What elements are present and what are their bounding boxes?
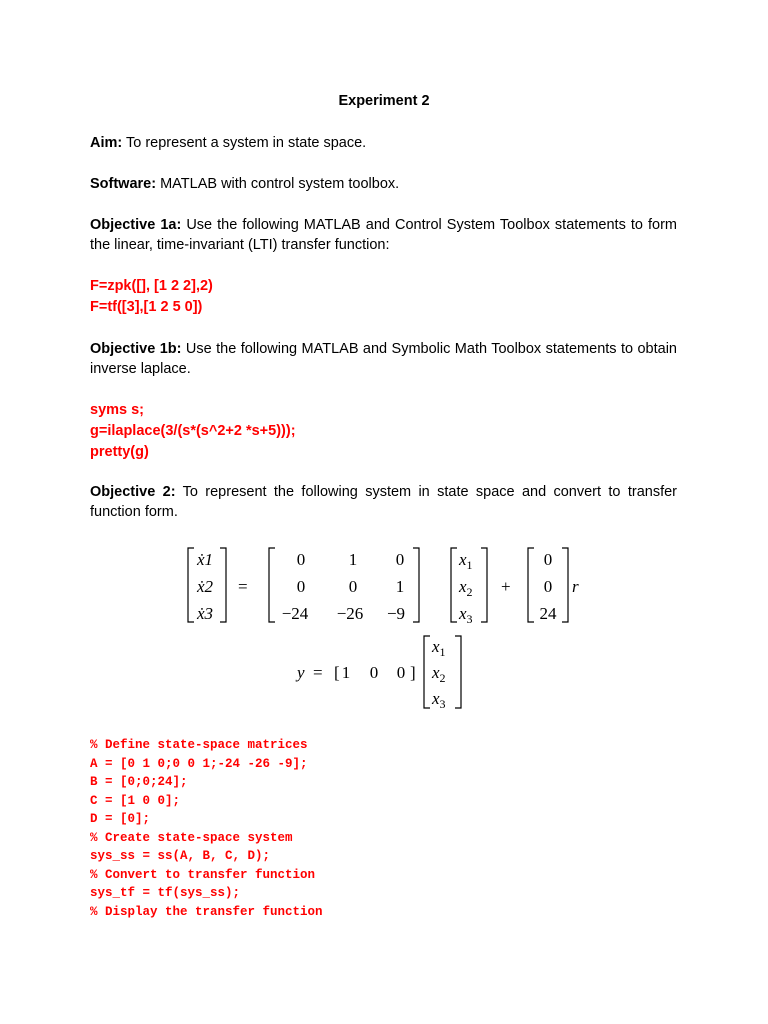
code-line: F=zpk([], [1 2 2],2) bbox=[90, 278, 213, 294]
a-cell: −24 bbox=[281, 604, 309, 623]
c-cell: 1 bbox=[341, 663, 351, 682]
software-label: Software: bbox=[90, 176, 157, 192]
b-cell: 0 bbox=[543, 550, 553, 569]
aim-text: To represent a system in state space. bbox=[122, 135, 367, 151]
code-line: % Define state-space matrices bbox=[90, 738, 308, 752]
software-paragraph bbox=[90, 174, 677, 194]
objective-1b-paragraph bbox=[90, 339, 677, 379]
aim-label: Aim: bbox=[90, 135, 123, 151]
c-cell: 0 bbox=[396, 663, 406, 682]
a-cell: 0 bbox=[296, 550, 306, 569]
svg-text:=: = bbox=[313, 663, 323, 682]
input-symbol: r bbox=[572, 577, 579, 596]
code-line: F=tf([3],[1 2 5 0]) bbox=[90, 299, 203, 315]
a-cell: −9 bbox=[386, 604, 406, 623]
xdot-2: ẋ2 bbox=[197, 577, 214, 596]
equation-svg bbox=[170, 540, 600, 720]
code-line: % Display the transfer function bbox=[90, 904, 323, 919]
code-line: g=ilaplace(3/(s*(s^2+2 *s+5))); bbox=[90, 423, 296, 439]
objective-2-paragraph bbox=[90, 482, 677, 522]
svg-text:x2: $x_2$ bbox=[459, 577, 473, 599]
c-cell: 0 bbox=[369, 663, 379, 682]
objective-1a-label: Objective 1a: bbox=[90, 217, 182, 233]
a-cell: 0 bbox=[395, 550, 405, 569]
matlab-code-block bbox=[90, 736, 323, 921]
software-text: MATLAB with control system toolbox. bbox=[156, 176, 400, 192]
code-line: A = [0 1 0;0 0 1;-24 -26 -9]; bbox=[90, 756, 308, 771]
objective-1a-code bbox=[90, 276, 213, 318]
a-cell: 0 bbox=[296, 577, 306, 596]
state-space-equation bbox=[170, 540, 600, 725]
objective-2-label: Objective 2: bbox=[90, 484, 176, 500]
svg-text:=: = bbox=[238, 577, 248, 596]
svg-text:]: ] bbox=[410, 663, 416, 682]
code-line: sys_tf = tf(sys_ss); bbox=[90, 886, 241, 900]
b-cell: 0 bbox=[543, 577, 553, 596]
objective-1b-text: Use the following MATLAB and Symbolic Math Toolbox statements to obtain inverse laplace. bbox=[90, 341, 677, 377]
svg-text:x2: $x_2$ bbox=[432, 663, 446, 685]
a-cell: 1 bbox=[395, 577, 405, 596]
aim-paragraph bbox=[90, 133, 677, 153]
a-cell: −26 bbox=[336, 604, 364, 623]
a-cell: 0 bbox=[348, 577, 358, 596]
objective-1b-code bbox=[90, 400, 296, 463]
svg-text:x1: $x_1$ bbox=[459, 550, 473, 572]
output-symbol: y bbox=[297, 663, 305, 682]
page-title: Experiment 2 bbox=[338, 93, 430, 109]
svg-text:x3: $x_3$ bbox=[432, 689, 446, 711]
svg-text:[: [ bbox=[334, 663, 340, 682]
svg-text:x1: $x_1$ bbox=[432, 637, 446, 659]
code-line: % Convert to transfer function bbox=[90, 867, 316, 882]
code-line: B = [0;0;24]; bbox=[90, 775, 188, 789]
objective-1b-label: Objective 1b: bbox=[90, 341, 182, 357]
code-line: syms s; bbox=[90, 402, 145, 418]
code-line: C = [1 0 0]; bbox=[90, 793, 181, 808]
objective-1a-text: Use the following MATLAB and Control System Toolbox statements to form the linear, time-invariant (LTI) transfer function: bbox=[90, 217, 678, 253]
code-line: pretty(g) bbox=[90, 444, 149, 460]
xdot-1: ẋ1 bbox=[197, 550, 214, 569]
code-line: sys_ss = ss(A, B, C, D); bbox=[90, 849, 271, 863]
b-cell: 24 bbox=[539, 604, 557, 623]
objective-2-text: To represent the following system in state space and convert to transfer function form. bbox=[90, 484, 677, 520]
svg-text:+: + bbox=[501, 577, 511, 596]
code-line: D = [0]; bbox=[90, 812, 151, 826]
objective-1a-paragraph bbox=[90, 215, 677, 255]
xdot-3: ẋ3 bbox=[197, 604, 214, 623]
svg-text:x3: $x_3$ bbox=[459, 604, 473, 626]
code-line: % Create state-space system bbox=[90, 830, 293, 845]
a-cell: 1 bbox=[348, 550, 358, 569]
